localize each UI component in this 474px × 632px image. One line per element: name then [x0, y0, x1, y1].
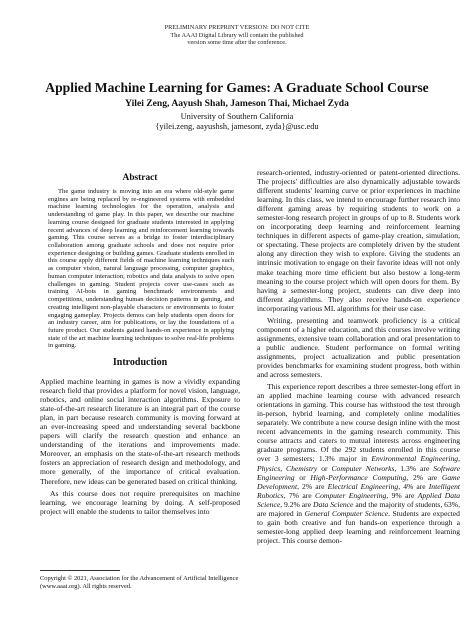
right-paragraph-3 [257, 382, 460, 545]
text-run: , 1.3% are [394, 463, 434, 473]
abstract-text [48, 188, 234, 350]
text-run: , 7% are [283, 490, 316, 500]
major-name: Electrical Engineering [327, 481, 399, 491]
text-run: . Students are expected to gain both creative and fun hands-on experience through a semester-long applied deep learning and reinforcement learning project. This course demon- [257, 508, 460, 545]
text-run: , 2% are [406, 472, 442, 482]
text-run: , 9% are [386, 490, 418, 500]
text-run: , 2% are [297, 481, 328, 491]
copyright-notice: Copyright © 2021, Association for the Advancement of Artificial Intelligence (www.aaai.org). All rights reserved. [40, 575, 239, 590]
introduction-heading: Introduction [112, 357, 168, 368]
paper-title: Applied Machine Learning for Games: A Graduate School Course [45, 80, 429, 95]
right-column [257, 168, 460, 545]
preprint-line: PRELIMINARY PREPRINT VERSION: DO NOT CITE [164, 24, 310, 31]
major-name: Game Development [257, 472, 460, 491]
text-run: or [317, 463, 332, 473]
preprint-line: The AAAI Digital Library will contain the published [170, 31, 304, 39]
introduction-text [40, 377, 240, 516]
right-paragraph-1: research-oriented, industry-oriented or patent-oriented directions. The projects' difficulties are also dynamically adjustable towards different students' learning curve or prior experiences in machine learning. In this class, we intend to encourage further research into different gaming areas by requiring students to work on a semester-long research project in groups of up to 8. Students work on incorporating deep learning and reinforcement learning techniques in different aspects of game-play creation, simulation, or spectating. These projects are completely driven by the student along any direction they wish to explore. Giving the students an intrinsic motivation to engage on their favorite ideas will not only make teaching more time efficient but also bestow a long-term meaning to the course project which will open doors for them. By having a semester-long project, students can dive deep into different algorithms. They also receive hands-on experience incorporating various ML algorithms for their use case. [257, 168, 460, 313]
affiliation-block [0, 112, 474, 132]
institution: University of Southern California [180, 112, 294, 121]
footnote-rule [40, 570, 120, 571]
text-run: , [280, 463, 287, 473]
major-name: Software Engineering [257, 463, 460, 482]
text-run: This experience report describes a three semester-long effort in an applied machine learning course with advanced research orientations in gaming. This course has withstood the test through in-person, hybrid learning, and completely online modalities separately. We contribute a new course design inline with the most recent advancements in the gaming research community. This course attracts and caters to mutual interests across engineering graduate programs. Of the 292 students enrolled in this course over 3 semesters; 1.3% major in [257, 382, 460, 464]
major-name: Data Science [313, 499, 354, 509]
major-name: Chemistry [286, 463, 318, 473]
major-name: Computer Networks [331, 463, 395, 473]
preprint-line: version some time after the conference. [187, 39, 287, 47]
major-name: High-Performance Computing [310, 472, 407, 482]
right-paragraph-2: Writing, presenting and teamwork proficiency is a critical component of a higher education, and this courses involve writing assignments, extensive team collaboration and oral presentation to a public audience. Student performance on formal writing assignments, project actualization and public presentation provides benchmarks for examining student progress, both within and across semesters. [257, 315, 460, 380]
major-name: Environmental Engineering, Physics [257, 454, 460, 473]
author-list: Yilei Zeng, Aayush Shah, Jameson Thai, Michael Zyda [125, 98, 349, 109]
major-name: Applied Data Science [257, 490, 460, 509]
major-name: Computer Engineering [315, 490, 387, 500]
author-emails: {yilei.zeng, aayushsh, jamesont, zyda}@usc.edu [155, 122, 319, 131]
abstract-heading: Abstract [122, 173, 158, 183]
abstract-paragraph: The game industry is moving into an era where old-style game engines are being replaced by re-engineered systems with embedded machine learning technologies for the operation, analysis and understanding of game play. In this paper, we describe our machine learning course designed for graduate students interested in applying recent advances of deep learning and reinforcement learning towards gaming. This course serves as a bridge to foster interdisciplinary collaboration among graduate schools and does not require prior experience designing or building games. Graduate students enrolled in this course apply different fields of machine learning techniques such as computer vision, natural language processing, computer graphics, human computer interaction, robotics and data analysis to solve open challenges in gaming. Student projects cover use-cases such as training AI-bots in gaming benchmark environments and competitions, understanding human decision patterns in gaming, and creating intelligent non-playable characters or environments to foster engaging gameplay. Projects demos can help students open doors for an industry career, aim for publications, or lay the foundations of a future product. Our students gained hands-on experience in applying state of the art machine learning techniques to solve real-life problems in gaming. [48, 188, 234, 350]
text-run: , 4% are [398, 481, 429, 491]
intro-paragraph-1: Applied machine learning in games is now a vividly expanding research field that provides a platform for novel vision, language, robotics, and online social interaction algorithms. Exposure to state-of-the-art research literature is an integral part of the course plan, in part because research community is moving forward at an ever-increasing speed and understanding several backbone papers will clarify the research question and enhance an understanding of the iterations and improvements made. Moreover, an emphasis on the state-of-the-art research methods fosters an appreciation of research design and methodology, and more generally, of the importance of critical evaluation. Therefore, new ideas can be generated based on critical thinking. [40, 377, 240, 486]
major-name: General Computer Science [304, 508, 389, 518]
text-run: , 9.2% are [280, 499, 314, 509]
intro-paragraph-2: As this course does not require prerequisites on machine learning, we encourage learning by doing. A self-proposed project will enable the students to tailor themselves into [40, 488, 240, 516]
preprint-notice [0, 24, 474, 47]
major-name: Intelligent Robotics [257, 481, 460, 500]
text-run: and the majority of students, 63%, are majored in [257, 499, 460, 518]
text-run: or [294, 472, 311, 482]
